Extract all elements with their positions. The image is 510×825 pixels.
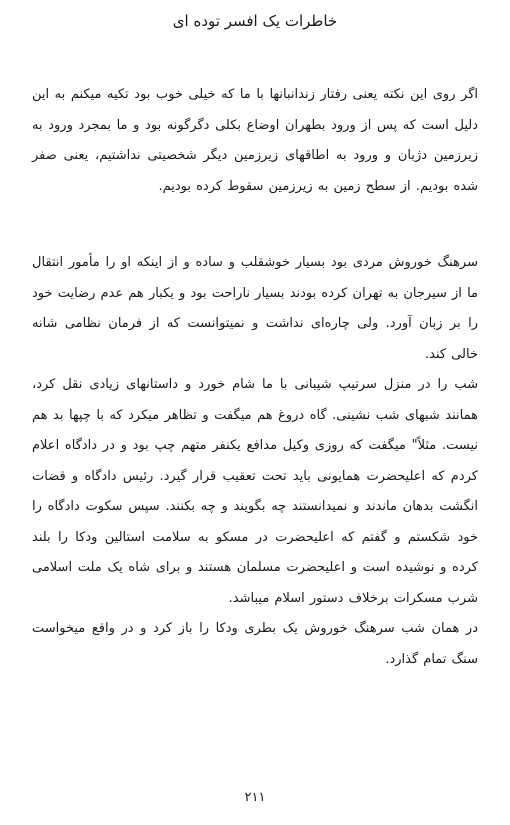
- body-text: [32, 80, 478, 675]
- paragraph-4: در همان شب سرهنگ خوروش یک بطری ودکا را باز کرد و در واقع میخواست سنگ تمام گذارد.: [32, 621, 478, 667]
- page-title: خاطرات یک افسر توده ای: [172, 12, 338, 30]
- paragraph-3: شب را در منزل سرتیپ شیبانی با ما شام خورد و داستانهای زیادی نقل کرد، همانند شبهای شب نشینی. گاه دروغ هم میگفت و تظاهر میکرد که با چپها بد هم نیست. مثلاً" میگفت که روزی وکیل مدافع یکنفر متهم چپ بود و در دادگاه اعلام کردم که اعلیحضرت همایونی باید تحت تعقیب قرار گیرد. رئیس دادگاه و قضات انگشت بدهان ماندند و نمیدانستند چه بگویند و چه بکنند. سپس سکوت دادگاه را خود شکستم و گفتم که اعلیحضرت در مسکو به سلامت استالین ودکا را بلند کرده و نوشیده است و اعلیحضرت مسلمان هستند و برای شاه یک ملت اسلامی شرب مسکرات برخلاف دستور اسلام میباشد.: [32, 377, 478, 606]
- paragraph-2: سرهنگ خوروش مردی بود بسیار خوشقلب و ساده و از اینکه او را مأمور انتقال ما از سیرجان به تهران کرده بودند بسیار ناراحت بود و یکبار هم عدم رضایت خود را بر زبان آورد. ولی چاره‌ای نداشت و نمیتوانست که از فرمان نظامی شانه خالی کند.: [32, 255, 478, 362]
- paragraph-1: اگر روی این نکته یعنی رفتار زندانبانها با ما که خیلی خوب بود تکیه میکنم به این دلیل است که پس از ورود بطهران اوضاع بکلی دگرگونه بود و ما بمجرد ورود به زیرزمین دژبان و ورود به اطاقهای زیرزمین دیگر شخصیتی نداشتیم، یعنی صفر شده بودیم. از سطح زمین به زیرزمین سقوط کرده بودیم.: [32, 87, 478, 194]
- page-number: ۲۱۱: [244, 790, 266, 805]
